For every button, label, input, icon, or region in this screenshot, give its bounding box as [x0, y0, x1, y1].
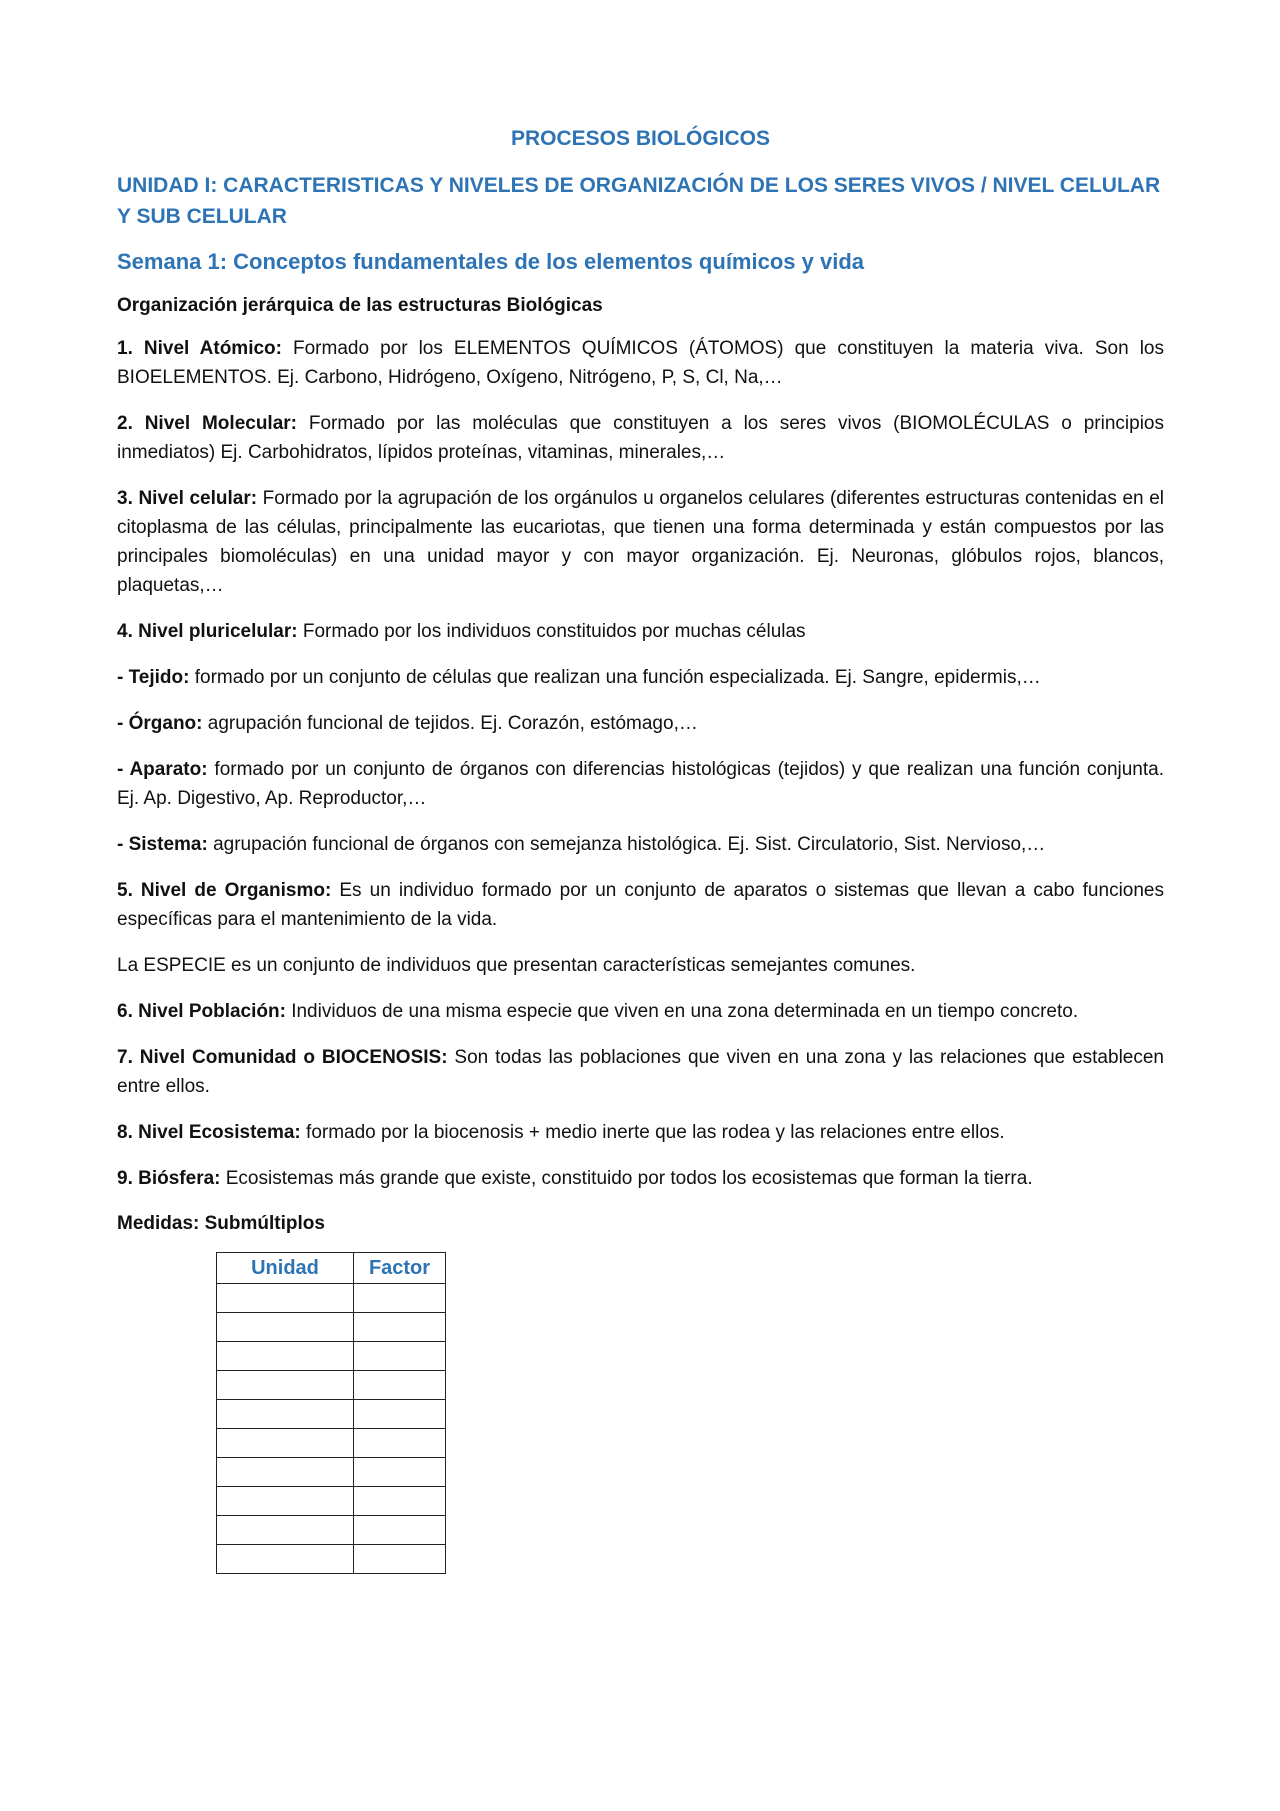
- paragraph-text: agrupación funcional de órganos con semejanza histológica. Ej. Sist. Circulatorio, Sist. Nervioso,…: [207, 834, 1046, 855]
- factor-cell: [354, 1487, 446, 1516]
- unidad-cell: [217, 1516, 354, 1545]
- paragraph-label: 2. Nivel Molecular:: [117, 413, 297, 434]
- factor-cell: [354, 1284, 446, 1313]
- paragraph-label: - Aparato:: [117, 759, 208, 780]
- paragraph: [117, 484, 1164, 600]
- unidad-cell: [217, 1342, 354, 1371]
- factor-cell: [354, 1458, 446, 1487]
- paragraph-label: 7. Nivel Comunidad o BIOCENOSIS:: [117, 1047, 448, 1068]
- paragraph-label: 1. Nivel Atómico:: [117, 338, 282, 359]
- paragraph: [117, 709, 1164, 738]
- unidad-cell: [217, 1284, 354, 1313]
- paragraph-label: - Tejido:: [117, 667, 190, 688]
- paragraph-label: 9. Biósfera:: [117, 1168, 221, 1189]
- paragraph-label: 3. Nivel celular:: [117, 488, 258, 509]
- paragraph: [117, 755, 1164, 813]
- paragraph-label: 5. Nivel de Organismo:: [117, 880, 332, 901]
- column-header-unidad: Unidad: [217, 1253, 354, 1284]
- factor-cell: [354, 1371, 446, 1400]
- unidad-cell: [217, 1313, 354, 1342]
- paragraph: [117, 334, 1164, 392]
- table-row: [217, 1400, 446, 1429]
- measures-heading: Medidas: Submúltiplos: [117, 1213, 325, 1234]
- paragraph: [117, 997, 1164, 1026]
- unit-heading: UNIDAD I: CARACTERISTICAS Y NIVELES DE ORGANIZACIÓN DE LOS SERES VIVOS / NIVEL CELULAR Y SUB CELULAR: [117, 174, 1161, 228]
- paragraph-text: Formado por los ELEMENTOS QUÍMICOS (ÁTOMOS) que constituyen la materia viva. Son los BIOELEMENTOS. Ej. Carbono, Hidrógeno, Oxígeno, Nitrógeno, P, S, Cl, Na,…: [117, 338, 1164, 388]
- section-subheading: Organización jerárquica de las estructuras Biológicas: [117, 295, 603, 316]
- paragraph-text: formado por la biocenosis + medio inerte que las rodea y las relaciones entre ellos.: [300, 1122, 1005, 1143]
- table-row: [217, 1516, 446, 1545]
- paragraph: [117, 617, 1164, 646]
- paragraph: [117, 663, 1164, 692]
- paragraph-text: Son todas las poblaciones que viven en una zona y las relaciones que establecen entre ellos.: [117, 1047, 1164, 1097]
- unidad-cell: [217, 1371, 354, 1400]
- document-title: PROCESOS BIOLÓGICOS: [510, 127, 771, 150]
- table-row: [217, 1545, 446, 1574]
- factor-cell: [354, 1516, 446, 1545]
- paragraph: [117, 1043, 1164, 1101]
- table-row: [217, 1429, 446, 1458]
- week-heading: Semana 1: Conceptos fundamentales de los elementos químicos y vida: [117, 249, 864, 274]
- paragraph: [117, 876, 1164, 934]
- paragraph: [117, 409, 1164, 467]
- unidad-cell: [217, 1429, 354, 1458]
- table-row: [217, 1342, 446, 1371]
- paragraph-label: - Sistema:: [117, 834, 208, 855]
- paragraph-label: 8. Nivel Ecosistema:: [117, 1122, 301, 1143]
- paragraph: [117, 1118, 1164, 1147]
- units-table: [216, 1252, 446, 1574]
- table-header-row: [217, 1253, 446, 1284]
- paragraph-label: 6. Nivel Población:: [117, 1001, 286, 1022]
- paragraph-text: Individuos de una misma especie que viven en una zona determinada en un tiempo concreto.: [285, 1001, 1079, 1022]
- table-row: [217, 1487, 446, 1516]
- paragraph: [117, 830, 1164, 859]
- unidad-cell: [217, 1487, 354, 1516]
- paragraph-text: agrupación funcional de tejidos. Ej. Corazón, estómago,…: [202, 713, 698, 734]
- paragraph-text: formado por un conjunto de células que realizan una función especializada. Ej. Sangre, epidermis,…: [189, 667, 1041, 688]
- paragraph-text: Ecosistemas más grande que existe, constituido por todos los ecosistemas que forman la tierra.: [220, 1168, 1033, 1189]
- paragraph: [117, 951, 1164, 980]
- paragraph-text: formado por un conjunto de órganos con diferencias histológicas (tejidos) y que realizan una función conjunta. Ej. Ap. Digestivo, Ap. Reproductor,…: [117, 759, 1164, 809]
- factor-cell: [354, 1313, 446, 1342]
- paragraph-label: - Órgano:: [117, 713, 203, 734]
- table-row: [217, 1313, 446, 1342]
- unidad-cell: [217, 1400, 354, 1429]
- paragraph-text: Es un individuo formado por un conjunto de aparatos o sistemas que llevan a cabo funciones específicas para el mantenimiento de la vida.: [117, 880, 1164, 930]
- factor-cell: [354, 1342, 446, 1371]
- factor-cell: [354, 1400, 446, 1429]
- paragraph: [117, 1164, 1164, 1193]
- factor-cell: [354, 1429, 446, 1458]
- paragraph-text: Formado por los individuos constituidos por muchas células: [297, 621, 806, 642]
- paragraph-text: La ESPECIE es un conjunto de individuos que presentan características semejantes comunes.: [117, 955, 916, 976]
- paragraph-list: [117, 334, 1164, 1193]
- column-header-factor: Factor: [354, 1253, 446, 1284]
- table-row: [217, 1458, 446, 1487]
- paragraph-text: Formado por las moléculas que constituyen a los seres vivos (BIOMOLÉCULAS o principios inmediatos) Ej. Carbohidratos, lípidos proteínas, vitaminas, minerales,…: [117, 413, 1164, 463]
- paragraph-text: Formado por la agrupación de los orgánulos u organelos celulares (diferentes estructuras contenidas en el citoplasma de las células, principalmente las eucariotas, que tienen una forma determinada y están compuestos por las principales biomoléculas) en una unidad mayor y con mayor organización. Ej. Neuronas, glóbulos rojos, blancos, plaquetas,…: [117, 488, 1164, 596]
- table-row: [217, 1371, 446, 1400]
- unidad-cell: [217, 1458, 354, 1487]
- table-row: [217, 1284, 446, 1313]
- factor-cell: [354, 1545, 446, 1574]
- paragraph-label: 4. Nivel pluricelular:: [117, 621, 298, 642]
- unidad-cell: [217, 1545, 354, 1574]
- table-body: [217, 1284, 446, 1574]
